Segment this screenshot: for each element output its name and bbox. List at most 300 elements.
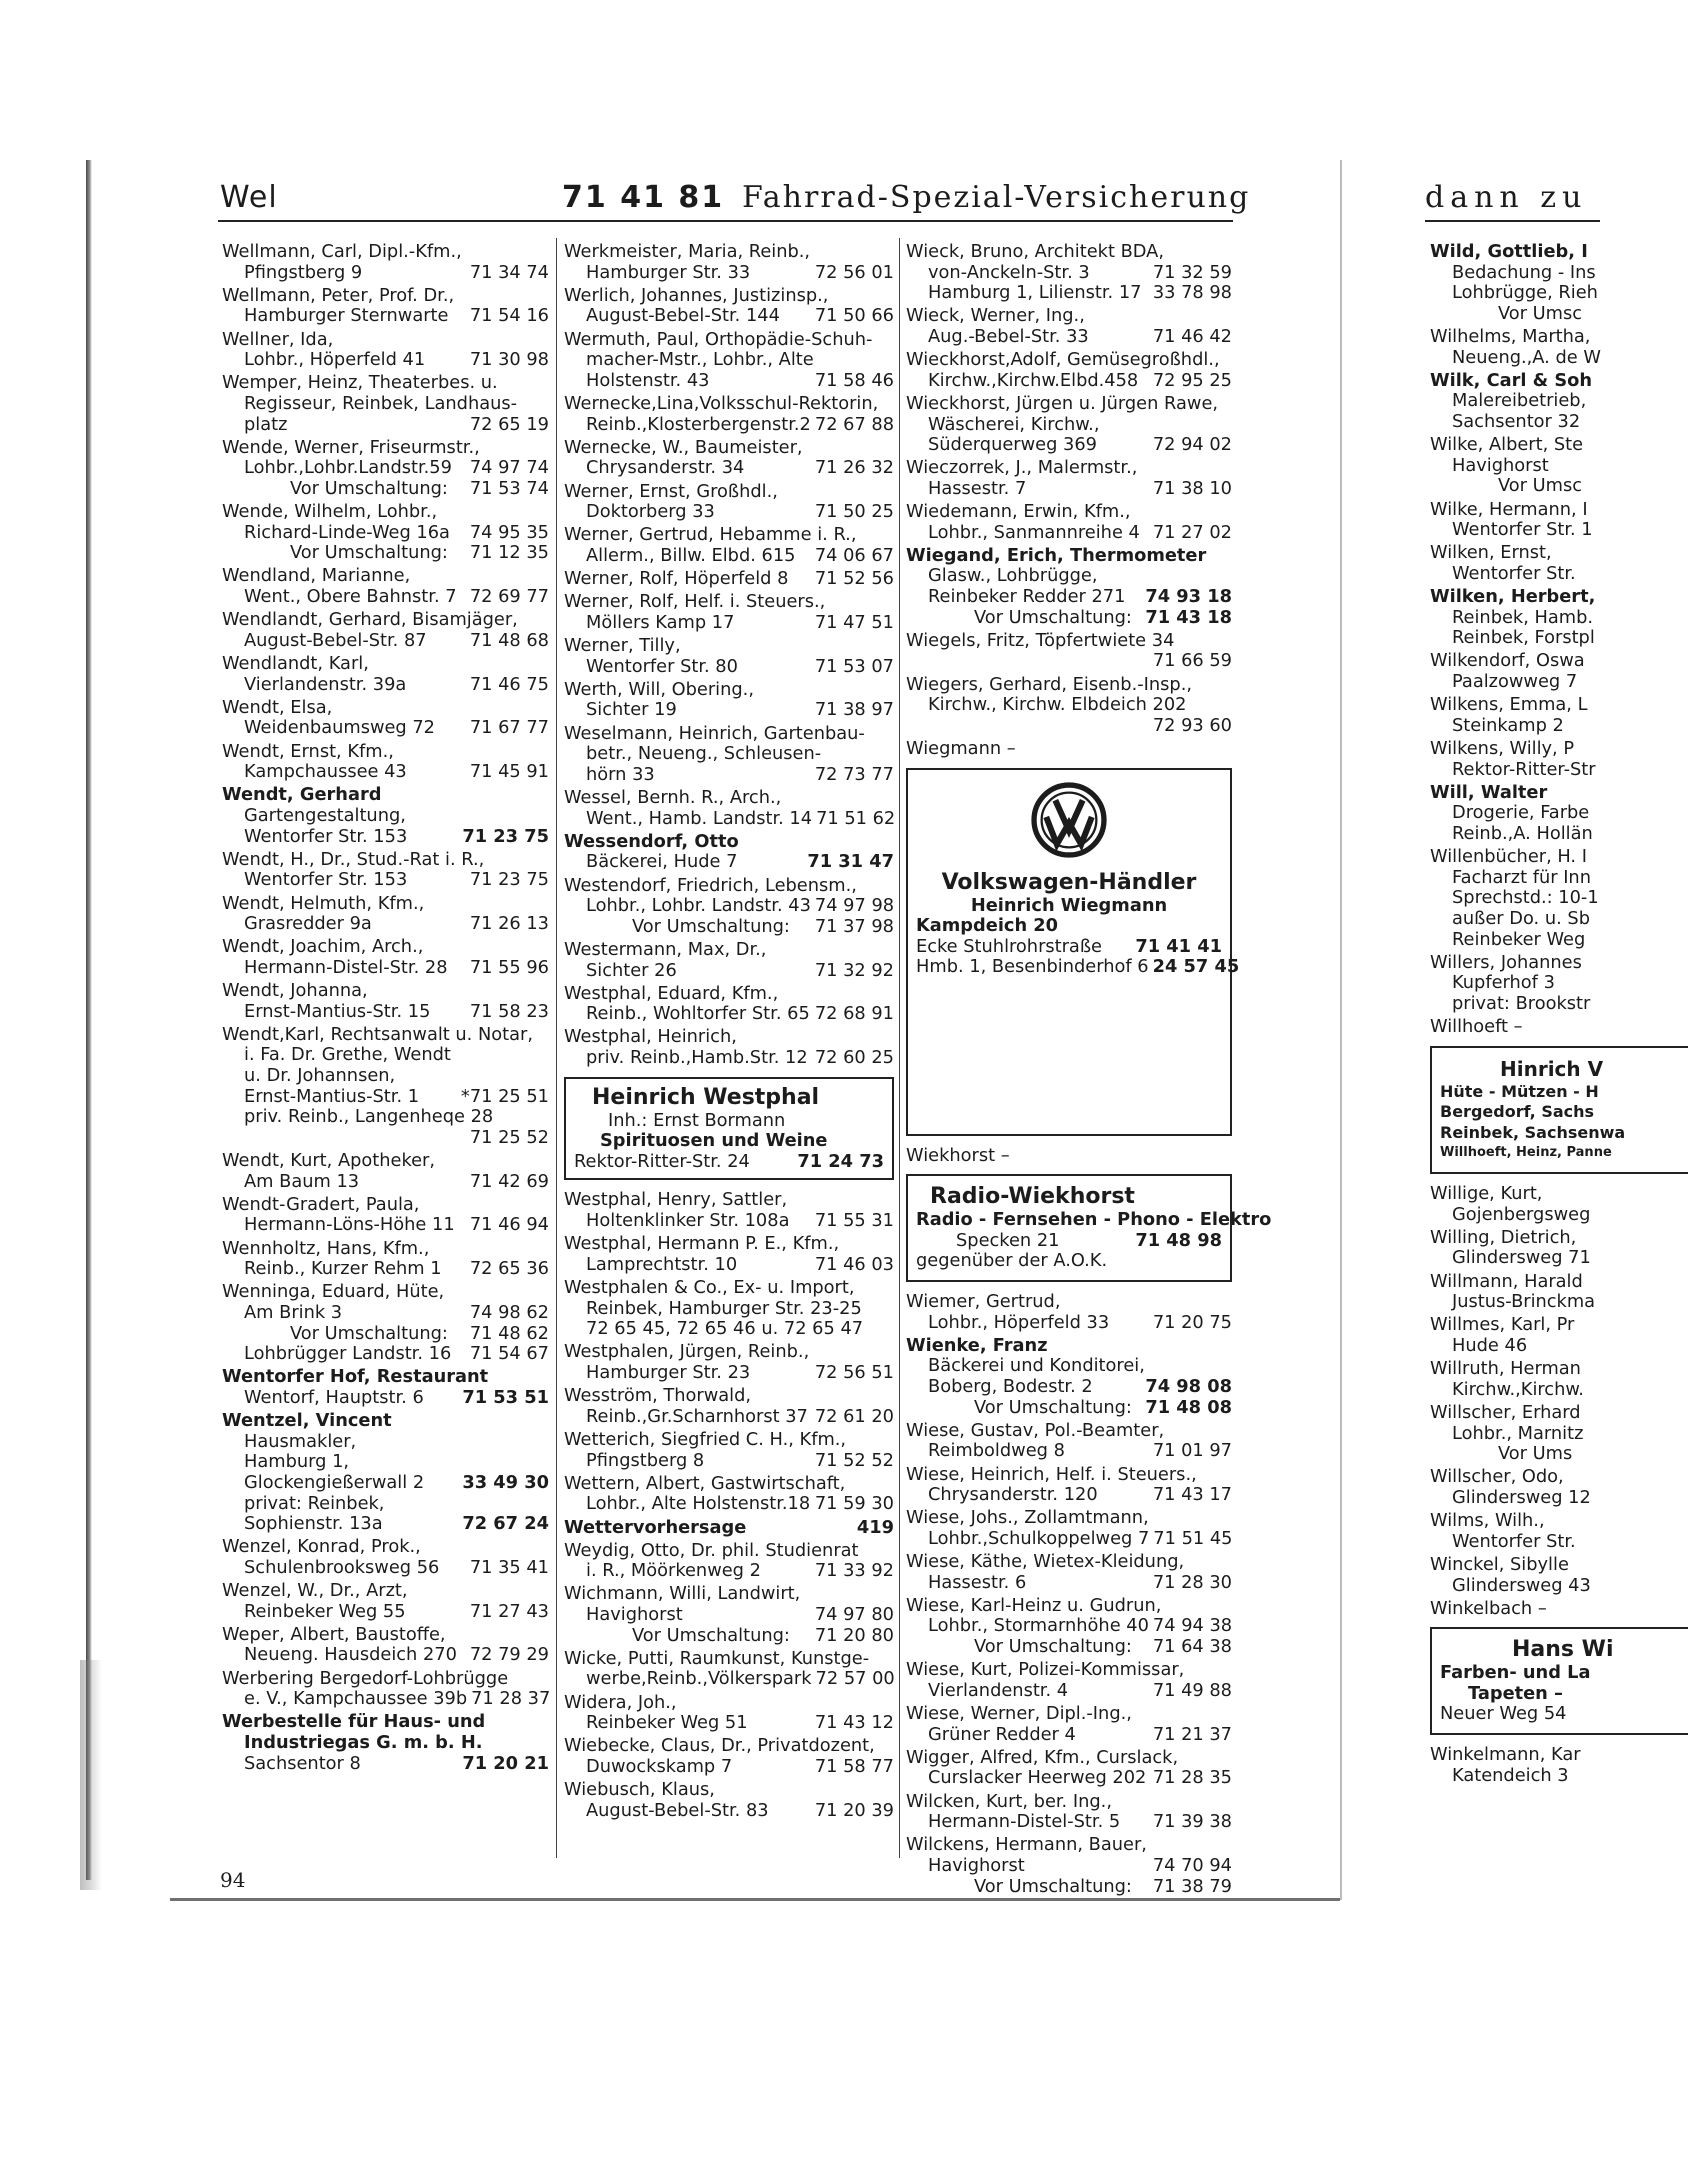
entry-name: Wettern, Albert, Gastwirtschaft, [564, 1472, 846, 1494]
entry-detail: Katendeich 3 [1452, 1764, 1569, 1786]
volkswagen-logo-icon [1031, 782, 1107, 858]
entry-name-line [906, 631, 1232, 652]
directory-entry [222, 850, 549, 891]
entry-name: Wilhelms, Martha, [1430, 325, 1591, 347]
entry-detail: Doktorberg 33 [586, 501, 715, 523]
directory-entry [1430, 1403, 1600, 1465]
entry-name: Wendt, H., Dr., Stud.-Rat i. R., [222, 848, 485, 870]
entry-name-line [1430, 847, 1600, 868]
phone-number: 71 37 98 [814, 915, 894, 937]
entry-detail: Rektor-Ritter-Str [1452, 758, 1596, 780]
entry-name-line [564, 330, 894, 351]
directory-entry [222, 698, 549, 739]
directory-entry [564, 1780, 894, 1821]
entry-name: Wiebecke, Claus, Dr., Privatdozent, [564, 1735, 875, 1757]
ad-line: Bergedorf, Sachs [1440, 1102, 1595, 1122]
entry-name-line [1430, 1745, 1600, 1766]
column-1 [222, 242, 549, 1777]
entry-detail: Vor Umschaltung: [290, 542, 448, 564]
entry-name-line [564, 940, 894, 961]
entry-detail: u. Dr. Johannsen, [244, 1065, 396, 1087]
entry-detail: Sichter 26 [586, 959, 677, 981]
entry-detail-line [222, 1473, 549, 1494]
entry-detail: Chrysanderstr. 120 [928, 1484, 1098, 1506]
entry-name: Werkmeister, Maria, Reinb., [564, 241, 811, 262]
entry-name-line [906, 675, 1232, 696]
entry-name: Wendt, Johanna, [222, 980, 368, 1002]
entry-detail: Kampchaussee 43 [244, 761, 407, 783]
wiekhorst-line: Wiekhorst – [906, 1144, 1010, 1166]
entry-detail: Reimboldweg 8 [928, 1440, 1065, 1462]
entry-name: Wendlandt, Karl, [222, 653, 369, 675]
entry-detail-line [564, 1407, 894, 1428]
entry-name-line [222, 1669, 549, 1690]
directory-entry [564, 1386, 894, 1427]
entry-detail: Vor Umschaltung: [290, 477, 448, 499]
directory-entry [222, 1537, 549, 1578]
directory-entry [564, 1342, 894, 1383]
entry-detail-line [1430, 412, 1600, 433]
entry-detail: Facharzt für Inn [1452, 866, 1591, 888]
entry-detail: Wentorfer Str. [1452, 1530, 1576, 1552]
entry-name-line [906, 1596, 1232, 1617]
entry-detail: Justus-Brinckma [1452, 1291, 1596, 1313]
entry-detail-line [222, 1087, 549, 1108]
entry-detail: Weidenbaumsweg 72 [244, 717, 436, 739]
directory-entry [1430, 500, 1600, 541]
entry-name: Wilken, Herbert, [1430, 586, 1596, 608]
entry-detail-line [564, 1004, 894, 1025]
phone-number: 71 21 37 [1152, 1723, 1232, 1745]
entry-detail: Hamburg 1, Lilienstr. 17 [928, 282, 1142, 304]
entry-detail-line [906, 415, 1232, 436]
entry-name-line [564, 876, 894, 897]
entry-name-line [1430, 1511, 1600, 1532]
phone-number: 71 46 42 [1152, 325, 1232, 347]
entry-detail-line [1430, 973, 1600, 994]
entry-detail: werbe,Reinb.,Völkerspark [586, 1668, 812, 1690]
entry-name-line [906, 1835, 1232, 1856]
entry-name-line [222, 502, 549, 523]
entry-name: Werner, Ernst, Großhdl., [564, 480, 778, 502]
directory-entry [564, 724, 894, 786]
phone-number: 71 43 12 [814, 1712, 894, 1734]
entry-detail-line [1430, 391, 1600, 412]
entry-detail: priv. Reinb.,Hamb.Str. 12 [586, 1047, 808, 1069]
entry-detail-line [222, 718, 549, 739]
directory-entry [1430, 587, 1600, 649]
entry-detail: Hamburger Sternwarte [244, 305, 449, 327]
entry-name-line [906, 1748, 1232, 1769]
entry-name-line [1430, 1184, 1600, 1205]
directory-entry [222, 937, 549, 978]
directory-entry [564, 1541, 894, 1582]
entry-name-line [906, 1508, 1232, 1529]
entry-detail: Kirchw., Kirchw. Elbdeich 202 [928, 694, 1187, 716]
entry-name: Wennholtz, Hans, Kfm., [222, 1237, 430, 1259]
entry-detail-line [222, 1002, 549, 1023]
entry-detail-line [222, 1689, 549, 1710]
entry-detail-line [564, 809, 894, 830]
directory-entry [1430, 543, 1600, 584]
ad-phone: 71 24 73 [797, 1150, 884, 1172]
entry-name: Wilke, Albert, Ste [1430, 434, 1584, 456]
entry-detail-line [222, 1066, 549, 1087]
entry-name-line [564, 1430, 894, 1451]
phone-number: 71 20 80 [814, 1624, 894, 1646]
directory-entry [906, 458, 1232, 499]
directory-entry [906, 350, 1232, 391]
entry-name-line [222, 698, 549, 719]
phone-number: 71 48 62 [469, 1322, 549, 1344]
entry-detail-line [1430, 909, 1600, 930]
entry-name: Wicke, Putti, Raumkunst, Kunstge- [564, 1647, 870, 1669]
entry-detail: Lohbrügger Landstr. 16 [244, 1343, 452, 1365]
entry-detail-line [222, 1324, 549, 1345]
directory-entry [222, 1712, 549, 1774]
entry-name-line [564, 832, 894, 853]
entry-name: Wettervorhersage [564, 1516, 747, 1538]
entry-name-line [222, 330, 549, 351]
entry-name: Will, Walter [1430, 781, 1548, 803]
entry-detail-line [1430, 1336, 1600, 1357]
entry-name-line [564, 1584, 894, 1605]
entry-detail: Hermann-Löns-Höhe 11 [244, 1214, 455, 1236]
phone-number: 71 54 67 [469, 1343, 549, 1365]
entry-name: Wemper, Heinz, Theaterbes. u. [222, 372, 498, 394]
entry-detail-line [906, 1812, 1232, 1833]
entry-name: Wentzel, Vincent [222, 1410, 392, 1432]
entry-name: Westphal, Hermann P. E., Kfm., [564, 1233, 840, 1255]
entry-detail-line [1430, 1576, 1600, 1597]
ad-phone: 71 48 98 [1135, 1229, 1222, 1251]
entry-detail: Wäscherei, Kirchw., [928, 413, 1100, 435]
entry-detail-line [564, 1211, 894, 1232]
entry-detail: Wentorfer Str. 153 [244, 825, 408, 847]
entry-detail-line [222, 1754, 549, 1775]
phone-number: 71 23 75 [469, 869, 549, 891]
entry-detail-line [906, 1616, 1232, 1637]
entry-name: Werbestelle für Haus- und [222, 1711, 486, 1733]
phone-number: 71 55 96 [469, 956, 549, 978]
entry-detail: Bäckerei, Hude 7 [586, 851, 738, 873]
phone-number: 72 60 25 [814, 1047, 894, 1069]
directory-entry [906, 631, 1232, 672]
entry-name-line [222, 1195, 549, 1216]
entry-detail: Pfingstberg 9 [244, 261, 363, 283]
phone-number: 72 67 88 [814, 413, 895, 435]
directory-entry [564, 832, 894, 873]
directory-entry [906, 1748, 1232, 1789]
entry-detail: Allerm., Billw. Elbd. 615 [586, 544, 796, 566]
entry-detail: Vor Umschaltung: [974, 1396, 1132, 1418]
phone-number: 74 06 67 [814, 544, 894, 566]
entry-name: Westphal, Henry, Sattler, [564, 1189, 788, 1211]
entry-name: Widera, Joh., [564, 1691, 677, 1713]
entry-detail-line [1430, 564, 1600, 585]
entry-detail: Hermann-Distel-Str. 5 [928, 1811, 1121, 1833]
phone-number: 71 43 17 [1152, 1484, 1232, 1506]
entry-detail-line [1430, 1205, 1600, 1226]
directory-entry [1430, 1555, 1600, 1596]
advertisement-radio-wiekhorst [906, 1174, 1272, 1282]
phone-number: 72 95 25 [1152, 369, 1232, 391]
entry-name-line [222, 981, 549, 1002]
ad-hamburg-address: Hmb. 1, Besenbinderhof 6 [916, 956, 1149, 978]
ad-subtitle: Radio - Fernsehen - Phono - Elektro [916, 1209, 1272, 1231]
entry-name-line [1430, 651, 1600, 672]
entry-list [1430, 242, 1600, 1038]
entry-detail: Lohbr., Höperfeld 33 [928, 1311, 1110, 1333]
entry-name: Wendt, Elsa, [222, 696, 333, 718]
entry-detail: Sophienstr. 13a [244, 1513, 383, 1535]
phone-number: 71 28 30 [1152, 1571, 1232, 1593]
entry-detail: Ernst-Mantius-Str. 15 [244, 1000, 431, 1022]
phone-number: 71 28 37 [471, 1688, 551, 1710]
directory-entry [1430, 1599, 1600, 1620]
ad-owner: Inh.: Ernst Bormann [608, 1109, 786, 1131]
entry-name-line [906, 1292, 1232, 1313]
entry-detail-line [1430, 760, 1600, 781]
entry-detail: Möllers Kamp 17 [586, 611, 735, 633]
ad-line: Tapeten – [1468, 1682, 1563, 1704]
entry-name-line [1430, 783, 1600, 804]
entry-detail: Bäckerei und Konditorei, [928, 1355, 1145, 1377]
ad-title: Heinrich Westphal [592, 1084, 820, 1110]
entry-name-line [906, 739, 1232, 760]
entry-detail: Bedachung - Ins [1452, 261, 1596, 283]
entry-name-line [222, 742, 549, 763]
entry-detail: Malereibetrieb, [1452, 390, 1587, 412]
ad-title: Hinrich V [1500, 1056, 1604, 1081]
entry-detail-line [564, 744, 894, 765]
entry-detail: Pfingstberg 8 [586, 1449, 705, 1471]
directory-entry [906, 1835, 1232, 1897]
phone-number: 71 53 07 [814, 655, 894, 677]
entry-name: Werner, Gertrud, Hebamme i. R., [564, 524, 857, 546]
directory-entry [222, 742, 549, 783]
entry-name-line [222, 373, 549, 394]
entry-name-line [222, 242, 549, 263]
entry-detail-line [222, 523, 549, 544]
entry-name-line [564, 1278, 894, 1299]
entry-detail-line [564, 1451, 894, 1472]
directory-entry [564, 1027, 894, 1068]
entry-detail: Went., Hamb. Landstr. 14 [586, 807, 813, 829]
entry-name: Werner, Rolf, Helf. i. Steuers., [564, 591, 826, 613]
entry-name: Wilckens, Hermann, Bauer, [906, 1834, 1147, 1856]
entry-detail-line [222, 1344, 549, 1365]
entry-name-line [906, 394, 1232, 415]
entry-detail: Vierlandenstr. 4 [928, 1679, 1069, 1701]
entry-detail-line [222, 415, 549, 436]
directory-entry [564, 1649, 894, 1690]
entry-detail: August-Bebel-Str. 144 [586, 305, 780, 327]
phone-number: 71 20 75 [1152, 1311, 1232, 1333]
entry-name-line [906, 546, 1232, 567]
entry-detail-line [564, 657, 894, 678]
entry-name: Wiegels, Fritz, Töpfertwiete 34 [906, 629, 1175, 651]
entry-detail-line [564, 306, 894, 327]
entry-detail-line [564, 1299, 894, 1320]
phone-number: 71 66 59 [1152, 650, 1232, 672]
entry-detail: Hausmakler, [244, 1430, 357, 1452]
entry-detail-line [1430, 994, 1600, 1015]
entry-name-line [906, 242, 1232, 263]
phone-number: 72 93 60 [1152, 714, 1232, 736]
phone-number: 71 43 18 [1145, 606, 1232, 628]
directory-entry [222, 894, 549, 935]
entry-detail-line [564, 1561, 894, 1582]
directory-entry [1430, 1017, 1600, 1038]
directory-entry [906, 306, 1232, 347]
entry-detail: Am Baum 13 [244, 1170, 360, 1192]
entry-detail-line [222, 479, 549, 500]
directory-entry [222, 330, 549, 371]
entry-detail: Lohbrügge, Rieh [1452, 282, 1598, 304]
phone-number: 71 26 13 [469, 913, 549, 935]
entry-detail-line [906, 1856, 1232, 1877]
entry-name: Wiegand, Erich, Thermometer [906, 544, 1207, 566]
directory-entry [564, 788, 894, 829]
entry-detail-line [906, 608, 1232, 629]
entry-detail: Lohbr., Marnitz [1452, 1422, 1584, 1444]
entry-name-line [1430, 242, 1600, 263]
entry-name-line [564, 1693, 894, 1714]
entry-detail: Drogerie, Farbe [1452, 802, 1590, 824]
entry-detail-line [1430, 283, 1600, 304]
entry-detail-line [1430, 1766, 1600, 1787]
directory-entry [906, 1704, 1232, 1745]
entry-name-line [222, 438, 549, 459]
entry-name-line [564, 525, 894, 546]
entry-name: Werlich, Johannes, Justizinsp., [564, 284, 829, 306]
entry-detail: Vor Umschaltung: [632, 1624, 790, 1646]
entry-list [222, 242, 549, 1774]
entry-detail-line [564, 613, 894, 634]
directory-entry [1430, 651, 1600, 692]
entry-name-line [906, 1465, 1232, 1486]
entry-detail: Vor Umsc [1498, 302, 1583, 324]
directory-entry [564, 940, 894, 981]
entry-detail-line [564, 700, 894, 721]
entry-detail-line [906, 1377, 1232, 1398]
directory-entry [564, 394, 894, 435]
phone-number: 71 30 98 [469, 349, 549, 371]
entry-detail-line [222, 1432, 549, 1453]
entry-detail: hörn 33 [586, 763, 655, 785]
entry-detail: Lohbr., Lohbr. Landstr. 43 [586, 895, 811, 917]
entry-name: Willscher, Odo, [1430, 1466, 1564, 1488]
entry-name: Wendt, Joachim, Arch., [222, 936, 424, 958]
entry-detail-line [222, 1259, 549, 1280]
entry-detail-line [564, 1626, 894, 1647]
directory-entry [564, 1736, 894, 1777]
directory-entry [906, 739, 1232, 760]
entry-name: Willing, Dietrich, [1430, 1226, 1577, 1248]
phone-number: 71 64 38 [1152, 1636, 1232, 1658]
phone-number: 72 73 77 [814, 763, 894, 785]
directory-entry [564, 680, 894, 721]
phone-number: 71 38 97 [814, 699, 894, 721]
entry-detail: Lohbr., Alte Holstenstr.18 [586, 1493, 811, 1515]
entry-detail: platz [244, 413, 288, 435]
entry-name-line [906, 350, 1232, 371]
phone-number: 71 47 51 [814, 611, 894, 633]
entry-detail: Reinb.,A. Hollän [1452, 822, 1593, 844]
phone-number: 74 98 08 [1145, 1375, 1232, 1397]
running-head-title: Fahrrad-Spezial-Versicherung [742, 180, 1251, 215]
directory-entry [1430, 242, 1600, 324]
entry-name: Wellner, Ida, [222, 328, 334, 350]
entry-list [906, 1292, 1232, 1897]
phone-number: 71 12 35 [469, 542, 549, 564]
entry-name: Wendt-Gradert, Paula, [222, 1193, 420, 1215]
entry-name: Westphalen, Jürgen, Reinb., [564, 1341, 810, 1363]
directory-entry [222, 610, 549, 651]
entry-detail: Reinbeker Weg 55 [244, 1600, 406, 1622]
entry-detail: Steinkamp 2 [1452, 714, 1564, 736]
entry-detail: Vor Ums [1498, 1443, 1573, 1465]
entry-detail: Hamburger Str. 23 [586, 1361, 751, 1383]
entry-detail-line [222, 1172, 549, 1193]
entry-detail-line [1430, 263, 1600, 284]
entry-name: Wilms, Wilh., [1430, 1510, 1545, 1532]
entry-detail: Vor Umschaltung: [974, 606, 1132, 628]
entry-name: Wiemer, Gertrud, [906, 1290, 1061, 1312]
directory-entry [906, 394, 1232, 456]
phone-number: 71 53 51 [462, 1386, 549, 1408]
entry-name-line [564, 1234, 894, 1255]
running-head-left: Wel [220, 180, 278, 215]
directory-entry [1430, 1467, 1600, 1508]
phone-number: 71 51 62 [816, 807, 896, 829]
entry-list [564, 1190, 894, 1821]
directory-entry [1430, 327, 1600, 368]
phone-number: 71 23 75 [462, 825, 549, 847]
entry-detail-line [906, 523, 1232, 544]
entry-name: Wende, Wilhelm, Lohbr., [222, 501, 438, 523]
entry-name-line [564, 1342, 894, 1363]
entry-name-line [1430, 327, 1600, 348]
entry-detail-line [1430, 476, 1600, 497]
entry-name: Wentorfer Hof, Restaurant [222, 1366, 489, 1388]
entry-name-line [1430, 1555, 1600, 1576]
entry-name-line [906, 502, 1232, 523]
phone-number: 71 20 39 [814, 1799, 894, 1821]
entry-name-line [222, 937, 549, 958]
entry-detail-line [1430, 930, 1600, 951]
phone-number: 71 48 08 [1145, 1396, 1232, 1418]
directory-entry [222, 785, 549, 847]
entry-name-line [906, 1421, 1232, 1442]
column-3 [906, 241, 1272, 1900]
ad-address: Rektor-Ritter-Str. 24 [574, 1150, 750, 1172]
directory-entry [564, 1693, 894, 1734]
entry-name-line [564, 724, 894, 745]
entry-name-line [222, 1537, 549, 1558]
entry-detail: Glindersweg 12 [1452, 1486, 1591, 1508]
phone-number: 71 35 41 [469, 1556, 549, 1578]
scan-shadow-artifact [80, 1660, 102, 1890]
entry-detail-line [1430, 803, 1600, 824]
entry-detail-line [906, 1573, 1232, 1594]
phone-number: 71 55 31 [814, 1210, 894, 1232]
phone-number: 74 98 62 [469, 1301, 549, 1323]
entry-detail: Sachsentor 32 [1452, 410, 1581, 432]
phone-number: 71 53 74 [469, 477, 549, 499]
column-2 [564, 242, 894, 1824]
